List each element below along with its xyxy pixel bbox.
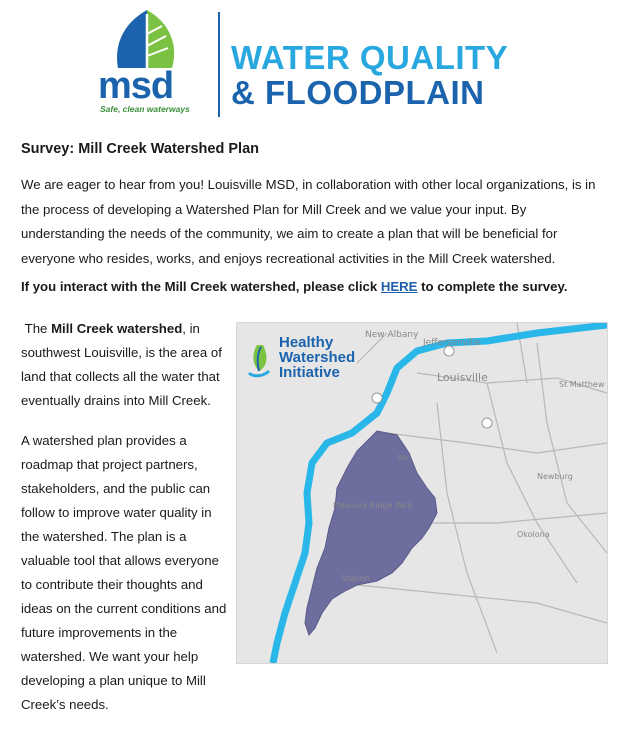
map-label-st-matthews: St Matthew <box>559 380 605 389</box>
badge-line1: Healthy <box>279 334 334 351</box>
p1-bold: Mill Creek watershed <box>51 321 183 336</box>
badge-line2: Watershed <box>279 349 356 366</box>
cta-text-before: If you interact with the Mill Creek watershed, please click <box>21 279 381 294</box>
survey-cta <box>21 279 611 294</box>
map-label-pleasure-ridge: Pleasure Ridge Park <box>333 501 413 510</box>
description-column <box>21 317 231 733</box>
badge-line3: Initiative <box>279 364 340 381</box>
msd-tagline: Safe, clean waterways <box>100 104 190 114</box>
map-label-new-albany: New Albany <box>365 330 419 340</box>
p1-after: , in southwest Louisville, is the area of land that collects all the water that eventually drains into Mill Creek. <box>21 321 222 408</box>
plan-description: A watershed plan provides a roadmap that project partners, stakeholders, and the public can follow to improve water quality in the watershed. The plan is a valuable tool that allows everyone to contribute their thoughts and ideas on the current conditions and future improvements in the watershed. We want your help developing a plan unique to Mill Creek’s needs. <box>21 433 227 712</box>
watershed-description <box>21 317 231 413</box>
program-title-line1: WATER QUALITY <box>231 39 509 76</box>
cta-text-after: to complete the survey. <box>417 279 568 294</box>
map-label-louisville: Louisville <box>437 371 488 384</box>
map-label-station: Station <box>341 574 370 583</box>
page-header <box>0 0 626 130</box>
header-divider <box>218 12 220 117</box>
map-graphic <box>237 323 607 663</box>
map-label-shively: Shi <box>397 454 408 462</box>
survey-title: Survey: Mill Creek Watershed Plan <box>21 141 259 157</box>
survey-link[interactable]: HERE <box>380 279 418 294</box>
map-label-okolona: Okolona <box>517 530 550 539</box>
map-label-newburg: Newburg <box>537 472 573 481</box>
program-title-line2: & FLOODPLAIN <box>231 74 485 111</box>
intro-paragraph: We are eager to hear from you! Louisville MSD, in collaboration with other local organizations, is in the process of developing a Watershed Plan for Mill Creek and we value your input. By understanding the needs of the community, we aim to create a plan that will be beneficial for everyone who resides, works, and enjoys recreational activities in the Mill Creek watershed. <box>21 177 596 266</box>
program-title <box>231 40 508 110</box>
watershed-map <box>236 322 608 664</box>
map-label-jeffersonville: Jeffersonville <box>423 338 481 348</box>
msd-logo-text: msd <box>98 65 174 107</box>
p1-before: The <box>24 321 52 336</box>
